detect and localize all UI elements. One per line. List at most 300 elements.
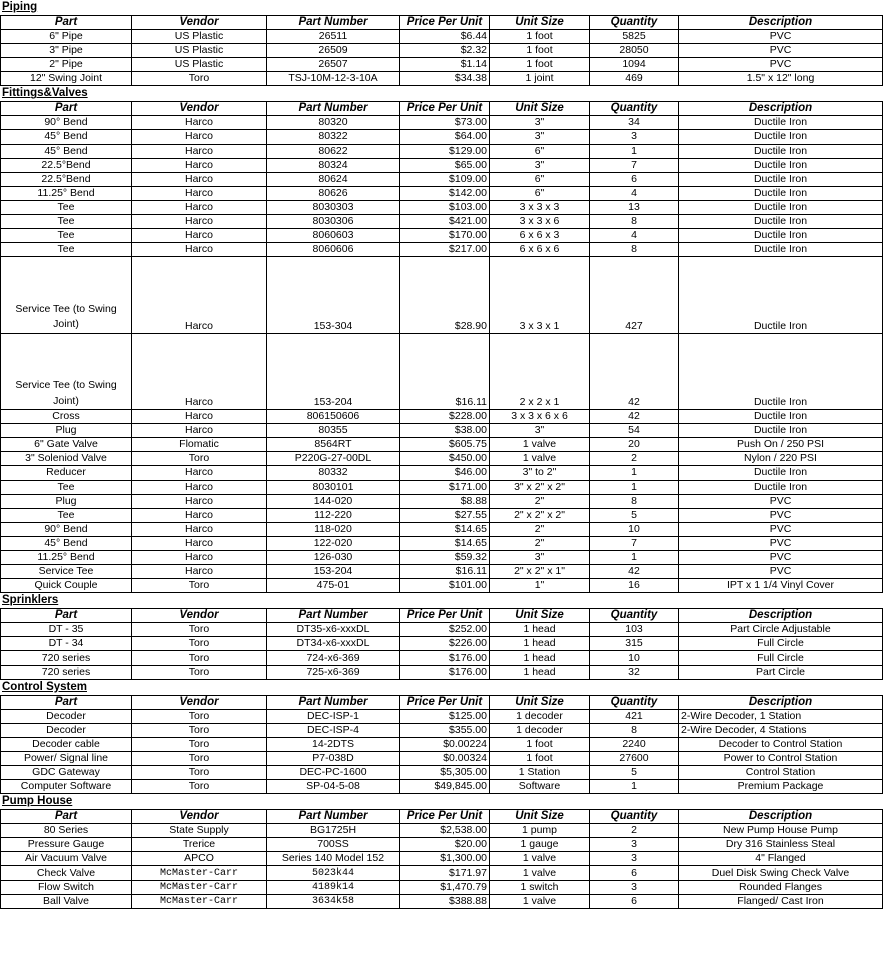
cell-description[interactable]: Ductile Iron — [679, 116, 883, 130]
cell-quantity[interactable]: 28050 — [590, 44, 679, 58]
cell-price[interactable]: $20.00 — [400, 838, 490, 852]
cell-unit-size[interactable]: 1 foot — [490, 751, 590, 765]
cell-quantity[interactable]: 20 — [590, 438, 679, 452]
cell-vendor[interactable]: Toro — [132, 452, 267, 466]
cell-vendor[interactable]: Toro — [132, 637, 267, 651]
cell-quantity[interactable]: 4 — [590, 186, 679, 200]
cell-unit-size[interactable]: 1 head — [490, 665, 590, 679]
cell-vendor[interactable]: Toro — [132, 737, 267, 751]
cell-quantity[interactable]: 8 — [590, 494, 679, 508]
cell-quantity[interactable]: 8 — [590, 243, 679, 257]
cell-part-number[interactable]: 144-020 — [267, 494, 400, 508]
cell-part[interactable]: 11.25° Bend — [1, 186, 132, 200]
cell-price[interactable]: $59.32 — [400, 551, 490, 565]
cell-part-number[interactable]: Series 140 Model 152 — [267, 852, 400, 866]
cell-unit-size[interactable]: 1 valve — [490, 894, 590, 908]
cell-part-number[interactable]: 8030101 — [267, 480, 400, 494]
cell-price[interactable]: $355.00 — [400, 723, 490, 737]
cell-description[interactable]: Power to Control Station — [679, 751, 883, 765]
cell-price[interactable]: $38.00 — [400, 424, 490, 438]
cell-part-number[interactable]: 8060603 — [267, 229, 400, 243]
cell-vendor[interactable]: Harco — [132, 186, 267, 200]
cell-quantity[interactable]: 6 — [590, 172, 679, 186]
cell-part[interactable]: Power/ Signal line — [1, 751, 132, 765]
cell-part-number[interactable]: P7-038D — [267, 751, 400, 765]
cell-quantity[interactable]: 7 — [590, 158, 679, 172]
cell-price[interactable]: $14.65 — [400, 536, 490, 550]
cell-description[interactable]: Ductile Iron — [679, 215, 883, 229]
cell-quantity[interactable]: 16 — [590, 579, 679, 593]
cell-price[interactable]: $1,300.00 — [400, 852, 490, 866]
cell-unit-size[interactable]: 6" — [490, 186, 590, 200]
cell-price[interactable]: $16.11 — [400, 333, 490, 409]
cell-description[interactable]: Ductile Iron — [679, 172, 883, 186]
cell-description[interactable]: 4" Flanged — [679, 852, 883, 866]
cell-unit-size[interactable]: 1 valve — [490, 452, 590, 466]
cell-unit-size[interactable]: 3" — [490, 158, 590, 172]
cell-price[interactable]: $170.00 — [400, 229, 490, 243]
cell-price[interactable]: $101.00 — [400, 579, 490, 593]
cell-description[interactable]: Ductile Iron — [679, 130, 883, 144]
cell-vendor[interactable]: Harco — [132, 116, 267, 130]
cell-price[interactable]: $176.00 — [400, 651, 490, 665]
cell-quantity[interactable]: 315 — [590, 637, 679, 651]
cell-price[interactable]: $49,845.00 — [400, 780, 490, 794]
cell-vendor[interactable]: McMaster-Carr — [132, 894, 267, 908]
cell-description[interactable]: PVC — [679, 508, 883, 522]
cell-quantity[interactable]: 469 — [590, 72, 679, 86]
cell-part-number[interactable]: DEC-PC-1600 — [267, 766, 400, 780]
cell-price[interactable]: $171.97 — [400, 866, 490, 880]
cell-description[interactable]: PVC — [679, 58, 883, 72]
cell-quantity[interactable]: 10 — [590, 522, 679, 536]
cell-unit-size[interactable]: 2 x 2 x 1 — [490, 333, 590, 409]
cell-part-number[interactable]: 806150606 — [267, 410, 400, 424]
cell-part-number[interactable]: 80626 — [267, 186, 400, 200]
cell-vendor[interactable]: Toro — [132, 665, 267, 679]
cell-unit-size[interactable]: 3" — [490, 551, 590, 565]
cell-price[interactable]: $125.00 — [400, 709, 490, 723]
cell-vendor[interactable]: McMaster-Carr — [132, 866, 267, 880]
cell-unit-size[interactable]: 3" x 2" x 2" — [490, 480, 590, 494]
cell-part-number[interactable]: DT35-x6-xxxDL — [267, 623, 400, 637]
cell-part-number[interactable]: 118-020 — [267, 522, 400, 536]
cell-description[interactable]: Ductile Iron — [679, 410, 883, 424]
cell-description[interactable]: Ductile Iron — [679, 186, 883, 200]
cell-unit-size[interactable]: 1 decoder — [490, 723, 590, 737]
cell-unit-size[interactable]: 3 x 3 x 3 — [490, 200, 590, 214]
cell-unit-size[interactable]: 1 decoder — [490, 709, 590, 723]
cell-unit-size[interactable]: 3 x 3 x 6 — [490, 215, 590, 229]
cell-price[interactable]: $6.44 — [400, 29, 490, 43]
cell-description[interactable]: Part Circle Adjustable — [679, 623, 883, 637]
cell-vendor[interactable]: Harco — [132, 215, 267, 229]
cell-vendor[interactable]: Toro — [132, 780, 267, 794]
cell-price[interactable]: $8.88 — [400, 494, 490, 508]
cell-unit-size[interactable]: 1 valve — [490, 438, 590, 452]
cell-vendor[interactable]: Toro — [132, 751, 267, 765]
cell-unit-size[interactable]: 6 x 6 x 3 — [490, 229, 590, 243]
cell-part[interactable]: Decoder — [1, 723, 132, 737]
cell-vendor[interactable]: Toro — [132, 709, 267, 723]
cell-part[interactable]: Cross — [1, 410, 132, 424]
cell-part-number[interactable]: TSJ-10M-12-3-10A — [267, 72, 400, 86]
cell-description[interactable]: PVC — [679, 565, 883, 579]
cell-vendor[interactable]: Harco — [132, 565, 267, 579]
cell-price[interactable]: $28.90 — [400, 257, 490, 333]
cell-price[interactable]: $46.00 — [400, 466, 490, 480]
cell-price[interactable]: $171.00 — [400, 480, 490, 494]
cell-unit-size[interactable]: 2" x 2" x 1" — [490, 565, 590, 579]
cell-unit-size[interactable]: 1 switch — [490, 880, 590, 894]
cell-part-number[interactable]: 153-204 — [267, 333, 400, 409]
cell-vendor[interactable]: Harco — [132, 480, 267, 494]
cell-vendor[interactable]: Harco — [132, 333, 267, 409]
cell-part[interactable]: DT - 34 — [1, 637, 132, 651]
cell-unit-size[interactable]: 1 valve — [490, 852, 590, 866]
cell-vendor[interactable]: Harco — [132, 172, 267, 186]
cell-price[interactable]: $103.00 — [400, 200, 490, 214]
cell-price[interactable]: $2.32 — [400, 44, 490, 58]
cell-price[interactable]: $142.00 — [400, 186, 490, 200]
cell-unit-size[interactable]: 1 foot — [490, 29, 590, 43]
cell-unit-size[interactable]: 2" — [490, 536, 590, 550]
cell-vendor[interactable]: Harco — [132, 551, 267, 565]
cell-quantity[interactable]: 5 — [590, 766, 679, 780]
cell-quantity[interactable]: 2 — [590, 452, 679, 466]
cell-part[interactable]: Computer Software — [1, 780, 132, 794]
cell-part[interactable]: 3" Soleniod Valve — [1, 452, 132, 466]
cell-vendor[interactable]: Harco — [132, 466, 267, 480]
cell-quantity[interactable]: 13 — [590, 200, 679, 214]
cell-vendor[interactable]: McMaster-Carr — [132, 880, 267, 894]
cell-price[interactable]: $252.00 — [400, 623, 490, 637]
cell-part[interactable]: Plug — [1, 424, 132, 438]
cell-description[interactable]: Part Circle — [679, 665, 883, 679]
cell-part[interactable]: Pressure Gauge — [1, 838, 132, 852]
cell-description[interactable]: Ductile Iron — [679, 144, 883, 158]
cell-description[interactable]: Duel Disk Swing Check Valve — [679, 866, 883, 880]
cell-quantity[interactable]: 8 — [590, 215, 679, 229]
cell-quantity[interactable]: 1 — [590, 780, 679, 794]
cell-part-number[interactable]: 725-x6-369 — [267, 665, 400, 679]
cell-vendor[interactable]: Harco — [132, 229, 267, 243]
cell-description[interactable]: Ductile Iron — [679, 480, 883, 494]
cell-quantity[interactable]: 1094 — [590, 58, 679, 72]
cell-description[interactable]: PVC — [679, 29, 883, 43]
cell-unit-size[interactable]: 1 foot — [490, 44, 590, 58]
cell-description[interactable]: IPT x 1 1/4 Vinyl Cover — [679, 579, 883, 593]
cell-quantity[interactable]: 3 — [590, 852, 679, 866]
cell-part-number[interactable]: BG1725H — [267, 824, 400, 838]
cell-description[interactable]: PVC — [679, 522, 883, 536]
cell-description[interactable]: PVC — [679, 44, 883, 58]
cell-part-number[interactable]: 112-220 — [267, 508, 400, 522]
cell-part[interactable]: Tee — [1, 243, 132, 257]
cell-unit-size[interactable]: 6" — [490, 172, 590, 186]
cell-part-number[interactable]: DT34-x6-xxxDL — [267, 637, 400, 651]
cell-description[interactable]: Premium Package — [679, 780, 883, 794]
cell-part[interactable]: GDC Gateway — [1, 766, 132, 780]
cell-part[interactable]: 2" Pipe — [1, 58, 132, 72]
cell-description[interactable]: Nylon / 220 PSI — [679, 452, 883, 466]
cell-quantity[interactable]: 1 — [590, 144, 679, 158]
cell-part-number[interactable]: 126-030 — [267, 551, 400, 565]
cell-quantity[interactable]: 42 — [590, 565, 679, 579]
cell-part-number[interactable]: P220G-27-00DL — [267, 452, 400, 466]
cell-price[interactable]: $109.00 — [400, 172, 490, 186]
cell-part[interactable]: Service Tee (to Swing Joint) — [1, 257, 132, 333]
cell-description[interactable]: PVC — [679, 494, 883, 508]
cell-vendor[interactable]: Toro — [132, 579, 267, 593]
cell-part-number[interactable]: 26511 — [267, 29, 400, 43]
cell-part-number[interactable]: 26507 — [267, 58, 400, 72]
cell-quantity[interactable]: 1 — [590, 466, 679, 480]
cell-part-number[interactable]: 80320 — [267, 116, 400, 130]
cell-vendor[interactable]: Harco — [132, 200, 267, 214]
cell-vendor[interactable]: Harco — [132, 257, 267, 333]
cell-quantity[interactable]: 6 — [590, 894, 679, 908]
cell-quantity[interactable]: 5 — [590, 508, 679, 522]
cell-description[interactable]: Ductile Iron — [679, 243, 883, 257]
cell-quantity[interactable]: 5825 — [590, 29, 679, 43]
cell-part[interactable]: Service Tee — [1, 565, 132, 579]
cell-description[interactable]: PVC — [679, 551, 883, 565]
cell-part-number[interactable]: 80322 — [267, 130, 400, 144]
cell-unit-size[interactable]: 1 valve — [490, 866, 590, 880]
cell-quantity[interactable]: 32 — [590, 665, 679, 679]
cell-vendor[interactable]: Harco — [132, 536, 267, 550]
cell-description[interactable]: PVC — [679, 536, 883, 550]
cell-part-number[interactable]: 80355 — [267, 424, 400, 438]
cell-part[interactable]: Ball Valve — [1, 894, 132, 908]
cell-price[interactable]: $0.00324 — [400, 751, 490, 765]
cell-vendor[interactable]: Toro — [132, 623, 267, 637]
cell-part-number[interactable]: DEC-ISP-4 — [267, 723, 400, 737]
cell-part-number[interactable]: 700SS — [267, 838, 400, 852]
cell-unit-size[interactable]: 3 x 3 x 6 x 6 — [490, 410, 590, 424]
cell-quantity[interactable]: 103 — [590, 623, 679, 637]
cell-quantity[interactable]: 1 — [590, 551, 679, 565]
cell-part-number[interactable]: 475-01 — [267, 579, 400, 593]
cell-description[interactable]: Control Station — [679, 766, 883, 780]
cell-part-number[interactable]: 122-020 — [267, 536, 400, 550]
cell-quantity[interactable]: 427 — [590, 257, 679, 333]
cell-price[interactable]: $1,470.79 — [400, 880, 490, 894]
cell-description[interactable]: Full Circle — [679, 651, 883, 665]
cell-vendor[interactable]: Harco — [132, 424, 267, 438]
cell-unit-size[interactable]: 1" — [490, 579, 590, 593]
cell-vendor[interactable]: Trerice — [132, 838, 267, 852]
cell-price[interactable]: $5,305.00 — [400, 766, 490, 780]
cell-description[interactable]: 2-Wire Decoder, 4 Stations — [679, 723, 883, 737]
cell-vendor[interactable]: US Plastic — [132, 44, 267, 58]
cell-part[interactable]: Decoder cable — [1, 737, 132, 751]
cell-description[interactable]: Push On / 250 PSI — [679, 438, 883, 452]
cell-price[interactable]: $2,538.00 — [400, 824, 490, 838]
cell-part[interactable]: DT - 35 — [1, 623, 132, 637]
cell-price[interactable]: $27.55 — [400, 508, 490, 522]
cell-part[interactable]: 90° Bend — [1, 116, 132, 130]
cell-quantity[interactable]: 3 — [590, 880, 679, 894]
cell-unit-size[interactable]: 2" — [490, 494, 590, 508]
cell-quantity[interactable]: 1 — [590, 480, 679, 494]
cell-quantity[interactable]: 3 — [590, 130, 679, 144]
cell-price[interactable]: $450.00 — [400, 452, 490, 466]
cell-part[interactable]: Reducer — [1, 466, 132, 480]
cell-vendor[interactable]: APCO — [132, 852, 267, 866]
cell-vendor[interactable]: State Supply — [132, 824, 267, 838]
cell-part[interactable]: 45° Bend — [1, 130, 132, 144]
cell-vendor[interactable]: Harco — [132, 494, 267, 508]
cell-part[interactable]: Tee — [1, 508, 132, 522]
cell-part-number[interactable]: 8030303 — [267, 200, 400, 214]
cell-part[interactable]: 720 series — [1, 665, 132, 679]
cell-price[interactable]: $65.00 — [400, 158, 490, 172]
cell-part-number[interactable]: 80624 — [267, 172, 400, 186]
cell-price[interactable]: $421.00 — [400, 215, 490, 229]
cell-unit-size[interactable]: 3" — [490, 130, 590, 144]
cell-vendor[interactable]: Harco — [132, 130, 267, 144]
cell-unit-size[interactable]: 6" — [490, 144, 590, 158]
cell-unit-size[interactable]: 3" — [490, 424, 590, 438]
cell-quantity[interactable]: 2 — [590, 824, 679, 838]
cell-quantity[interactable]: 7 — [590, 536, 679, 550]
cell-description[interactable]: Ductile Iron — [679, 333, 883, 409]
cell-part[interactable]: 22.5°Bend — [1, 158, 132, 172]
cell-part[interactable]: 11.25° Bend — [1, 551, 132, 565]
cell-part-number[interactable]: 80324 — [267, 158, 400, 172]
cell-description[interactable]: Ductile Iron — [679, 466, 883, 480]
cell-part-number[interactable]: 5023k44 — [267, 866, 400, 880]
cell-description[interactable]: Flanged/ Cast Iron — [679, 894, 883, 908]
cell-description[interactable]: New Pump House Pump — [679, 824, 883, 838]
cell-part[interactable]: Decoder — [1, 709, 132, 723]
cell-price[interactable]: $605.75 — [400, 438, 490, 452]
cell-price[interactable]: $228.00 — [400, 410, 490, 424]
cell-part-number[interactable]: DEC-ISP-1 — [267, 709, 400, 723]
cell-vendor[interactable]: Harco — [132, 243, 267, 257]
cell-quantity[interactable]: 42 — [590, 333, 679, 409]
cell-part[interactable]: Tee — [1, 480, 132, 494]
cell-description[interactable]: Decoder to Control Station — [679, 737, 883, 751]
cell-description[interactable]: Rounded Flanges — [679, 880, 883, 894]
cell-description[interactable]: Dry 316 Stainless Steal — [679, 838, 883, 852]
cell-vendor[interactable]: Harco — [132, 508, 267, 522]
cell-description[interactable]: Ductile Iron — [679, 229, 883, 243]
cell-quantity[interactable]: 42 — [590, 410, 679, 424]
cell-description[interactable]: Full Circle — [679, 637, 883, 651]
cell-price[interactable]: $0.00224 — [400, 737, 490, 751]
cell-unit-size[interactable]: Software — [490, 780, 590, 794]
cell-part[interactable]: Tee — [1, 200, 132, 214]
cell-part[interactable]: 45° Bend — [1, 144, 132, 158]
cell-part[interactable]: 22.5°Bend — [1, 172, 132, 186]
cell-part[interactable]: Check Valve — [1, 866, 132, 880]
cell-part-number[interactable]: 80622 — [267, 144, 400, 158]
cell-part[interactable]: Tee — [1, 215, 132, 229]
cell-price[interactable]: $176.00 — [400, 665, 490, 679]
cell-unit-size[interactable]: 3" — [490, 116, 590, 130]
cell-unit-size[interactable]: 1 gauge — [490, 838, 590, 852]
cell-price[interactable]: $217.00 — [400, 243, 490, 257]
cell-quantity[interactable]: 10 — [590, 651, 679, 665]
cell-part-number[interactable]: 153-304 — [267, 257, 400, 333]
cell-unit-size[interactable]: 1 foot — [490, 58, 590, 72]
cell-price[interactable]: $34.38 — [400, 72, 490, 86]
cell-quantity[interactable]: 3 — [590, 838, 679, 852]
cell-vendor[interactable]: US Plastic — [132, 29, 267, 43]
cell-description[interactable]: 2-Wire Decoder, 1 Station — [679, 709, 883, 723]
cell-price[interactable]: $1.14 — [400, 58, 490, 72]
cell-quantity[interactable]: 4 — [590, 229, 679, 243]
cell-price[interactable]: $14.65 — [400, 522, 490, 536]
cell-description[interactable]: Ductile Iron — [679, 200, 883, 214]
cell-part-number[interactable]: 724-x6-369 — [267, 651, 400, 665]
cell-unit-size[interactable]: 1 head — [490, 637, 590, 651]
cell-vendor[interactable]: Flomatic — [132, 438, 267, 452]
cell-part-number[interactable]: SP-04-5-08 — [267, 780, 400, 794]
cell-quantity[interactable]: 2240 — [590, 737, 679, 751]
cell-vendor[interactable]: Harco — [132, 410, 267, 424]
cell-unit-size[interactable]: 3 x 3 x 1 — [490, 257, 590, 333]
cell-part-number[interactable]: 3634k58 — [267, 894, 400, 908]
cell-part[interactable]: 90° Bend — [1, 522, 132, 536]
cell-part[interactable]: 45° Bend — [1, 536, 132, 550]
cell-vendor[interactable]: US Plastic — [132, 58, 267, 72]
cell-quantity[interactable]: 27600 — [590, 751, 679, 765]
cell-part-number[interactable]: 8060606 — [267, 243, 400, 257]
cell-quantity[interactable]: 54 — [590, 424, 679, 438]
cell-price[interactable]: $16.11 — [400, 565, 490, 579]
cell-part[interactable]: Service Tee (to Swing Joint) — [1, 333, 132, 409]
cell-vendor[interactable]: Toro — [132, 651, 267, 665]
cell-part[interactable]: 3" Pipe — [1, 44, 132, 58]
cell-part[interactable]: 80 Series — [1, 824, 132, 838]
cell-unit-size[interactable]: 1 Station — [490, 766, 590, 780]
cell-quantity[interactable]: 8 — [590, 723, 679, 737]
cell-price[interactable]: $226.00 — [400, 637, 490, 651]
cell-price[interactable]: $388.88 — [400, 894, 490, 908]
cell-unit-size[interactable]: 3" to 2" — [490, 466, 590, 480]
cell-unit-size[interactable]: 1 foot — [490, 737, 590, 751]
cell-price[interactable]: $73.00 — [400, 116, 490, 130]
cell-vendor[interactable]: Harco — [132, 144, 267, 158]
cell-part[interactable]: Air Vacuum Valve — [1, 852, 132, 866]
cell-part[interactable]: Tee — [1, 229, 132, 243]
cell-part-number[interactable]: 14-2DTS — [267, 737, 400, 751]
cell-unit-size[interactable]: 6 x 6 x 6 — [490, 243, 590, 257]
cell-part-number[interactable]: 80332 — [267, 466, 400, 480]
cell-quantity[interactable]: 34 — [590, 116, 679, 130]
cell-part[interactable]: Quick Couple — [1, 579, 132, 593]
cell-unit-size[interactable]: 2" x 2" x 2" — [490, 508, 590, 522]
cell-part[interactable]: 12" Swing Joint — [1, 72, 132, 86]
cell-vendor[interactable]: Toro — [132, 766, 267, 780]
cell-part[interactable]: 6" Pipe — [1, 29, 132, 43]
cell-vendor[interactable]: Toro — [132, 72, 267, 86]
cell-quantity[interactable]: 6 — [590, 866, 679, 880]
cell-part[interactable]: Plug — [1, 494, 132, 508]
cell-quantity[interactable]: 421 — [590, 709, 679, 723]
cell-part[interactable]: Flow Switch — [1, 880, 132, 894]
cell-part-number[interactable]: 26509 — [267, 44, 400, 58]
cell-description[interactable]: Ductile Iron — [679, 424, 883, 438]
cell-unit-size[interactable]: 1 joint — [490, 72, 590, 86]
cell-unit-size[interactable]: 2" — [490, 522, 590, 536]
cell-price[interactable]: $129.00 — [400, 144, 490, 158]
cell-part-number[interactable]: 4189k14 — [267, 880, 400, 894]
